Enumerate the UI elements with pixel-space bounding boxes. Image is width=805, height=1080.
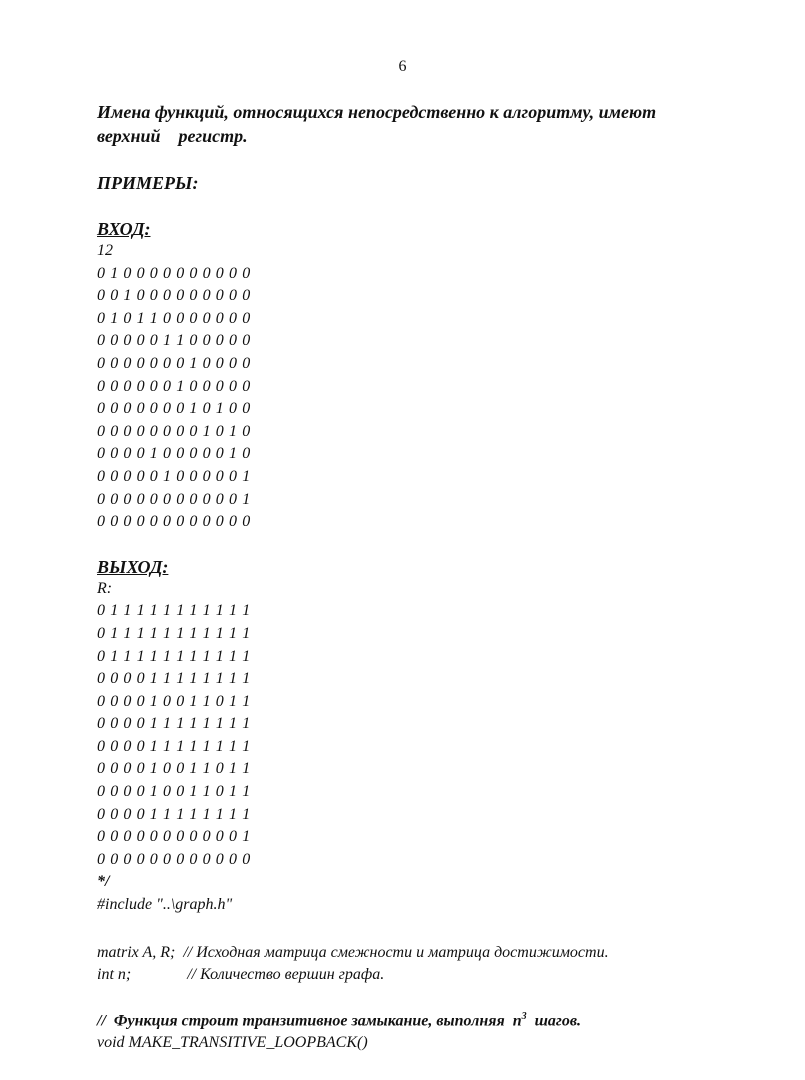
output-matrix-row: 0 1 1 1 1 1 1 1 1 1 1 1 — [97, 624, 251, 642]
input-matrix-row: 0 0 0 0 0 0 0 0 0 0 0 0 — [97, 513, 251, 531]
output-matrix-row: 0 0 0 0 0 0 0 0 0 0 0 0 — [97, 850, 251, 868]
output-matrix-row: 0 0 0 0 1 1 1 1 1 1 1 1 — [97, 737, 251, 755]
output-matrix-row: 0 0 0 0 1 0 0 1 1 0 1 1 — [97, 760, 251, 778]
input-matrix-row: 0 1 0 1 1 0 0 0 0 0 0 0 — [97, 309, 251, 327]
output-heading: ВЫХОД: — [97, 556, 169, 577]
include-directive: #include "..\graph.h" — [97, 896, 233, 914]
input-heading: ВХОД: — [97, 219, 151, 239]
intro-line-1: Имена функций, относящихся непосредственно к алгоритму, имеют — [97, 102, 657, 122]
function-comment-suffix: шагов. — [526, 1012, 581, 1030]
page-content — [97, 100, 777, 1054]
output-matrix-row: 0 1 1 1 1 1 1 1 1 1 1 1 — [97, 602, 251, 620]
output-matrix-row: 0 0 0 0 0 0 0 0 0 0 0 1 — [97, 828, 251, 846]
output-matrix-row: 0 0 0 0 1 1 1 1 1 1 1 1 — [97, 805, 251, 823]
output-matrix-row: 0 0 0 0 1 0 0 1 1 0 1 1 — [97, 783, 251, 801]
input-section — [97, 218, 777, 534]
output-matrix — [97, 600, 777, 871]
function-comment — [97, 1006, 777, 1032]
output-matrix-row: 0 0 0 0 1 1 1 1 1 1 1 1 — [97, 715, 251, 733]
output-matrix-row: 0 0 0 0 1 0 0 1 1 0 1 1 — [97, 692, 251, 710]
output-label: R: — [97, 579, 113, 597]
function-signature: void MAKE_TRANSITIVE_LOOPBACK() — [97, 1034, 368, 1052]
matrix-declaration: matrix A, R; // Исходная матрица смежности и матрица достижимости. — [97, 944, 609, 962]
comment-end: */ — [97, 873, 110, 891]
output-section — [97, 556, 777, 894]
input-matrix-row: 0 0 0 0 1 0 0 0 0 0 1 0 — [97, 445, 251, 463]
int-declaration: int n; // Количество вершин графа. — [97, 966, 385, 984]
input-matrix-row: 0 0 0 0 0 0 0 0 1 0 1 0 — [97, 422, 251, 440]
input-matrix-row: 0 0 0 0 0 0 0 1 0 0 0 0 — [97, 354, 251, 372]
input-size: 12 — [97, 242, 113, 259]
input-matrix-row: 0 0 0 0 0 1 0 0 0 0 0 1 — [97, 467, 251, 485]
output-matrix-row: 0 0 0 0 1 1 1 1 1 1 1 1 — [97, 670, 251, 688]
intro-line-2: верхний регистр. — [97, 126, 248, 146]
page-number: 6 — [398, 58, 407, 75]
input-matrix-row: 0 0 0 0 0 1 1 0 0 0 0 0 — [97, 332, 251, 350]
input-matrix-row: 0 0 0 0 0 0 1 0 0 0 0 0 — [97, 377, 251, 395]
input-matrix-row: 0 0 1 0 0 0 0 0 0 0 0 0 — [97, 287, 251, 305]
input-matrix-row: 0 1 0 0 0 0 0 0 0 0 0 0 — [97, 264, 251, 282]
function-comment-exponent: 3 — [521, 1011, 527, 1023]
output-matrix-row: 0 1 1 1 1 1 1 1 1 1 1 1 — [97, 647, 251, 665]
input-matrix-row: 0 0 0 0 0 0 0 0 0 0 0 1 — [97, 490, 251, 508]
input-matrix-row: 0 0 0 0 0 0 0 1 0 1 0 0 — [97, 400, 251, 418]
function-comment-text: // Функция строит транзитивное замыкание, выполняя n — [97, 1012, 522, 1030]
examples-heading: ПРИМЕРЫ: — [97, 173, 199, 193]
input-matrix — [97, 263, 777, 534]
